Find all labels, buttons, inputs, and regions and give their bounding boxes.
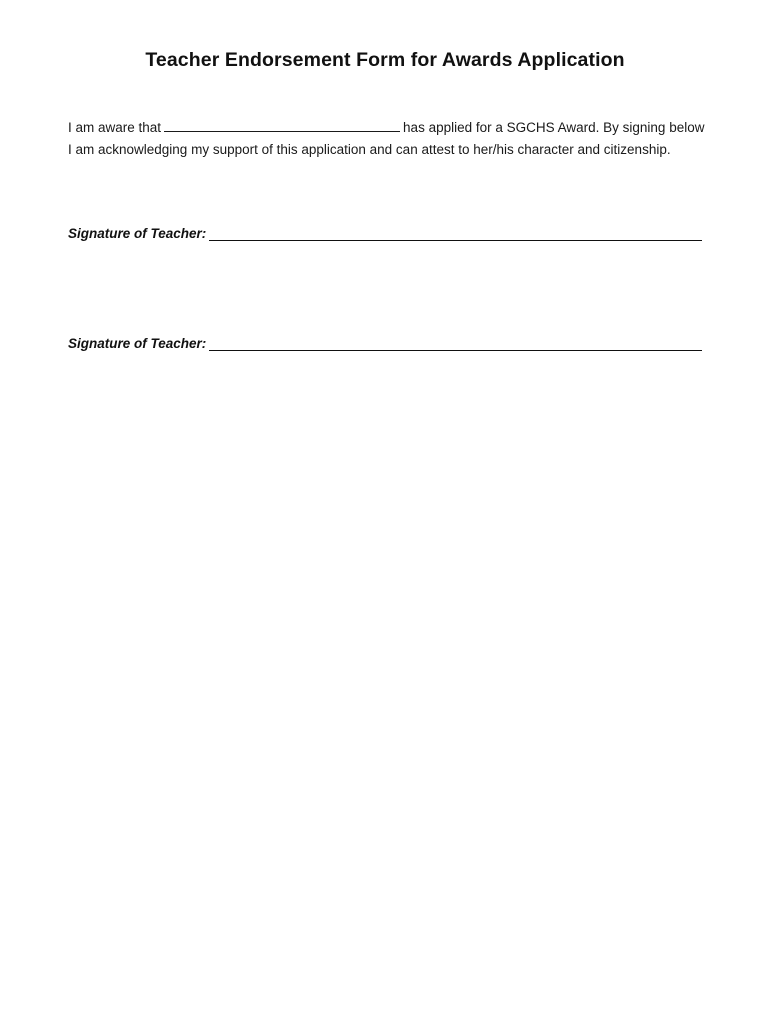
form-title: Teacher Endorsement Form for Awards Application [145, 49, 625, 71]
student-name-blank[interactable] [164, 117, 400, 132]
paragraph-body-text: has applied for a SGCHS Award. By signing below I am acknowledging my support of this application and can attest to her/his character and citizenship. [68, 120, 705, 157]
teacher-signature-line-1[interactable] [209, 224, 702, 241]
signature-label-2: Signature of Teacher: [68, 336, 207, 351]
teacher-signature-row-1 [68, 224, 702, 241]
acknowledgement-paragraph [68, 117, 708, 161]
signature-label-1: Signature of Teacher: [68, 226, 207, 241]
paragraph-intro-text: I am aware that [68, 120, 162, 135]
teacher-signature-line-2[interactable] [209, 334, 702, 351]
teacher-signature-row-2 [68, 334, 702, 351]
